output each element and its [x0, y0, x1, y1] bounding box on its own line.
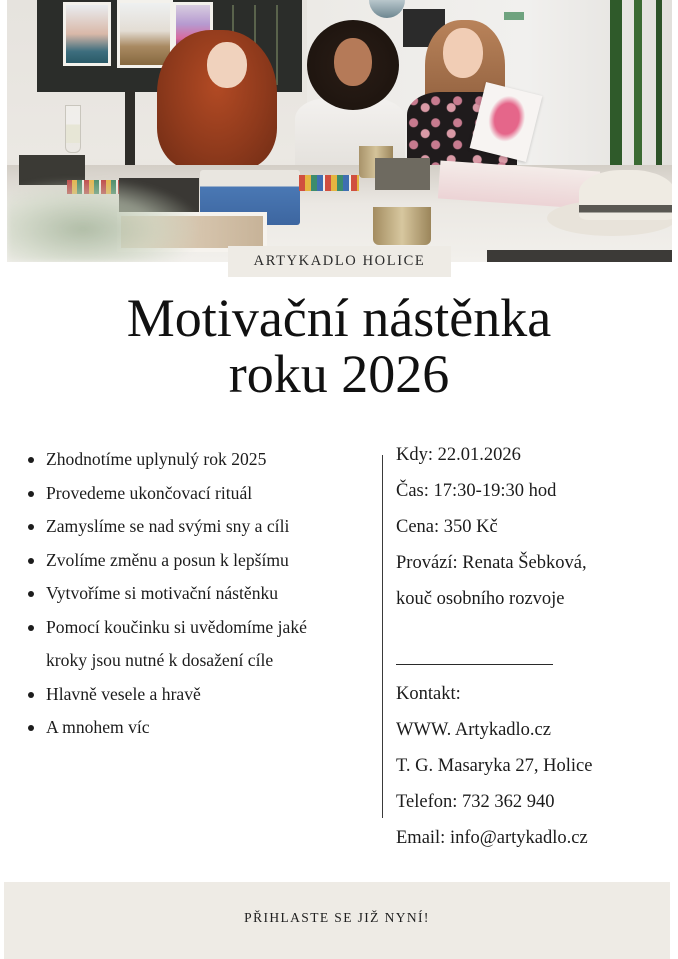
list-item: Vytvoříme si motivační nástěnku [24, 577, 374, 611]
photo-plant [7, 180, 197, 262]
photo-box [375, 158, 430, 190]
list-item: Zvolíme změnu a posun k lepšímu [24, 544, 374, 578]
photo-painting [63, 2, 111, 66]
event-time: Čas: 17:30-19:30 hod [396, 481, 557, 501]
contact-address: T. G. Masaryka 27, Holice [396, 756, 593, 776]
event-host: Provází: Renata Šebková, [396, 553, 587, 573]
bullet-icon [28, 725, 34, 731]
title-line-1: Motivační nástěnka [126, 288, 552, 348]
event-date: Kdy: 22.01.2026 [396, 445, 521, 465]
list-item: Provedeme ukončovací rituál [24, 477, 374, 511]
register-now-button[interactable] [4, 882, 670, 959]
vertical-divider [382, 455, 383, 818]
title-line-2: roku 2026 [228, 344, 450, 404]
photo-glass [65, 105, 81, 153]
horizontal-divider [396, 664, 553, 665]
contact-web-link[interactable]: WWW. Artykadlo.cz [396, 720, 551, 740]
program-list [24, 443, 374, 745]
photo-easel [125, 90, 135, 170]
register-now-label: PŘIHLASTE SE JIŽ NYNÍ! [244, 909, 430, 925]
bullet-icon [28, 524, 34, 530]
list-item: A mnohem víc [24, 711, 374, 745]
bullet-icon [28, 591, 34, 597]
list-item: Zhodnotíme uplynulý rok 2025 [24, 443, 374, 477]
photo-cactus [582, 0, 672, 180]
photo-cup [373, 207, 431, 245]
photo-hat-top [579, 170, 672, 220]
contact-block [396, 676, 676, 856]
contact-phone[interactable]: Telefon: 732 362 940 [396, 792, 555, 812]
photo-paint-palette [299, 175, 359, 191]
brand-label [228, 246, 451, 277]
event-price: Cena: 350 Kč [396, 517, 498, 537]
event-details [396, 437, 676, 617]
list-item: Hlavně vesele a hravě [24, 678, 374, 712]
photo-tag [504, 12, 524, 20]
photo-person-3-face [443, 28, 483, 78]
bullet-icon [28, 491, 34, 497]
contact-email[interactable]: Email: info@artykadlo.cz [396, 828, 588, 848]
bullet-icon [28, 457, 34, 463]
photo-tray [487, 250, 672, 262]
page-title [0, 290, 678, 402]
photo-person-2-face [334, 38, 372, 86]
photo-person-1-face [207, 42, 247, 88]
hero-photo [7, 0, 672, 262]
list-item: Zamyslíme se nad svými sny a cíli [24, 510, 374, 544]
brand-label-text: ARTYKADLO HOLICE [253, 253, 426, 269]
contact-heading: Kontakt: [396, 684, 461, 704]
event-host-title: kouč osobního rozvoje [396, 589, 565, 609]
bullet-icon [28, 625, 34, 631]
bullet-icon [28, 692, 34, 698]
photo-painting [117, 0, 173, 68]
list-item: Pomocí koučinku si uvědomíme jaké kroky jsou nutné k dosažení cíle [24, 611, 374, 678]
bullet-icon [28, 558, 34, 564]
